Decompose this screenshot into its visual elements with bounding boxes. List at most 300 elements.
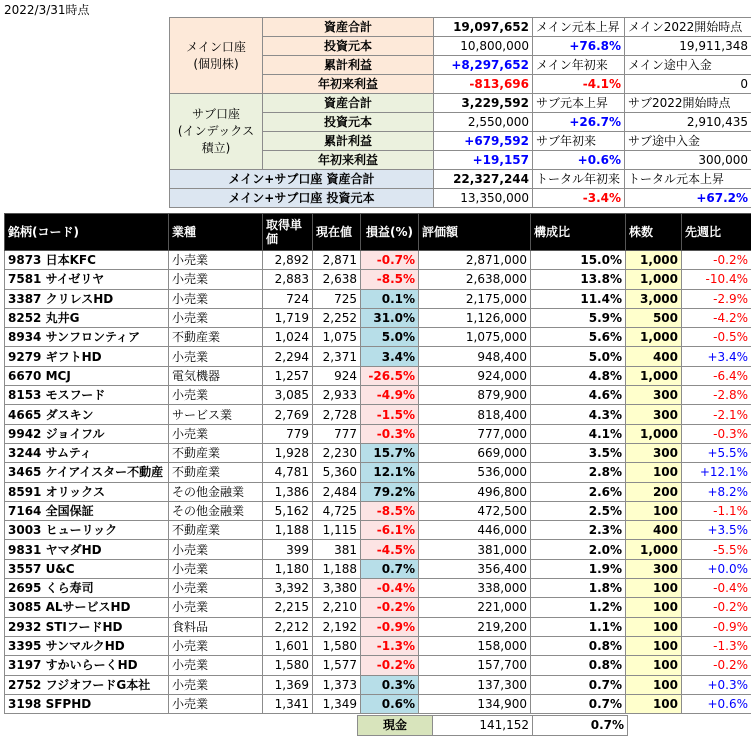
main-account-label: メイン口座 (個別株): [170, 18, 263, 94]
stock-pl: 3.4%: [361, 347, 419, 366]
header-ratio: 構成比: [531, 214, 626, 251]
stock-pl: -0.4%: [361, 579, 419, 598]
stock-ratio: 4.3%: [531, 405, 626, 424]
cash-value: 141,152: [433, 716, 533, 736]
total-item-value: 22,327,244: [434, 170, 533, 189]
stock-sector: 小売業: [169, 386, 263, 405]
stock-name: 2695 くら寿司: [5, 579, 169, 598]
stock-cost: 2,215: [263, 598, 313, 617]
table-row: [5, 521, 751, 540]
stock-value: 338,000: [419, 579, 531, 598]
stock-sector: 小売業: [169, 656, 263, 675]
stock-shares: 100: [626, 617, 682, 636]
holdings-table: [4, 213, 751, 714]
stock-name: 9873 日本KFC: [5, 251, 169, 270]
stock-price: 1,577: [313, 656, 361, 675]
total-row: [170, 189, 751, 208]
stock-ratio: 5.6%: [531, 328, 626, 347]
stock-price: 2,252: [313, 308, 361, 327]
stock-week-change: -2.8%: [682, 386, 751, 405]
sub-metric-value: +0.6%: [533, 151, 625, 170]
stock-cost: 5,162: [263, 501, 313, 520]
main-start-value: 0: [625, 75, 751, 94]
stock-sector: 小売業: [169, 559, 263, 578]
sub-metric-value: +26.7%: [533, 113, 625, 132]
stock-shares: 300: [626, 386, 682, 405]
table-row: [5, 251, 751, 270]
stock-ratio: 4.8%: [531, 366, 626, 385]
stock-pl: -1.5%: [361, 405, 419, 424]
sub-metric-label: サブ元本上昇: [533, 94, 625, 113]
stock-week-change: -0.4%: [682, 579, 751, 598]
stock-pl: -4.5%: [361, 540, 419, 559]
stock-value: 1,075,000: [419, 328, 531, 347]
stock-sector: 小売業: [169, 424, 263, 443]
stock-ratio: 1.9%: [531, 559, 626, 578]
sub-start-label: サブ途中入金: [625, 132, 751, 151]
header-cost: 取得単価: [263, 214, 313, 251]
stock-pl: -8.5%: [361, 501, 419, 520]
stock-name: 7581 サイゼリヤ: [5, 270, 169, 289]
stock-price: 1,349: [313, 694, 361, 713]
stock-shares: 100: [626, 694, 682, 713]
stock-price: 3,380: [313, 579, 361, 598]
as-of-date: 2022/3/31時点: [4, 3, 90, 17]
table-row: [5, 386, 751, 405]
stock-week-change: +3.4%: [682, 347, 751, 366]
stock-shares: 400: [626, 521, 682, 540]
stock-week-change: -0.5%: [682, 328, 751, 347]
total-metric-label: トータル年初来: [533, 170, 625, 189]
stock-pl: 15.7%: [361, 443, 419, 462]
stock-shares: 1,000: [626, 540, 682, 559]
header-value: 評価額: [419, 214, 531, 251]
stock-price: 1,188: [313, 559, 361, 578]
stock-name: 3395 サンマルクHD: [5, 636, 169, 655]
stock-week-change: -1.1%: [682, 501, 751, 520]
stock-price: 2,230: [313, 443, 361, 462]
stock-sector: 小売業: [169, 598, 263, 617]
stock-sector: 小売業: [169, 347, 263, 366]
stock-value: 536,000: [419, 463, 531, 482]
stock-value: 2,638,000: [419, 270, 531, 289]
header-shares: 株数: [626, 214, 682, 251]
stock-ratio: 1.2%: [531, 598, 626, 617]
stock-pl: 0.7%: [361, 559, 419, 578]
stock-name: 7164 全国保証: [5, 501, 169, 520]
stock-cost: 399: [263, 540, 313, 559]
stock-value: 1,126,000: [419, 308, 531, 327]
stock-name: 9831 ヤマダHD: [5, 540, 169, 559]
stock-sector: 食料品: [169, 617, 263, 636]
stock-cost: 1,180: [263, 559, 313, 578]
stock-name: 3387 クリレスHD: [5, 289, 169, 308]
stock-price: 2,638: [313, 270, 361, 289]
header-sector: 業種: [169, 214, 263, 251]
stock-shares: 1,000: [626, 424, 682, 443]
stock-price: 1,115: [313, 521, 361, 540]
stock-ratio: 2.8%: [531, 463, 626, 482]
cash-label: 現金: [358, 716, 433, 736]
stock-name: 8153 モスフード: [5, 386, 169, 405]
stock-week-change: +0.6%: [682, 694, 751, 713]
stock-pl: -8.5%: [361, 270, 419, 289]
stock-sector: 小売業: [169, 694, 263, 713]
table-row: [5, 424, 751, 443]
main-item-label: 年初来利益: [263, 75, 434, 94]
stock-name: 9279 ギフトHD: [5, 347, 169, 366]
stock-ratio: 15.0%: [531, 251, 626, 270]
stock-shares: 1,000: [626, 328, 682, 347]
stock-pl: 0.6%: [361, 694, 419, 713]
stock-week-change: -5.5%: [682, 540, 751, 559]
stock-shares: 3,000: [626, 289, 682, 308]
stock-shares: 1,000: [626, 251, 682, 270]
table-row: [5, 540, 751, 559]
stock-sector: 不動産業: [169, 443, 263, 462]
stock-price: 2,728: [313, 405, 361, 424]
total-item-label: メイン+サブ口座 資産合計: [170, 170, 434, 189]
stock-price: 4,725: [313, 501, 361, 520]
stock-name: 3197 すかいらーくHD: [5, 656, 169, 675]
stock-shares: 1,000: [626, 366, 682, 385]
stock-sector: 小売業: [169, 675, 263, 694]
stock-ratio: 2.5%: [531, 501, 626, 520]
stock-name: 9942 ジョイフル: [5, 424, 169, 443]
table-row: [5, 579, 751, 598]
stock-name: 3085 ALサービスHD: [5, 598, 169, 617]
sub-start-value: 300,000: [625, 151, 751, 170]
header-price: 現在値: [313, 214, 361, 251]
stock-sector: 不動産業: [169, 521, 263, 540]
stock-name: 2932 STIフードHD: [5, 617, 169, 636]
stock-value: 134,900: [419, 694, 531, 713]
stock-price: 725: [313, 289, 361, 308]
stock-week-change: -1.3%: [682, 636, 751, 655]
stock-price: 924: [313, 366, 361, 385]
stock-week-change: -0.2%: [682, 598, 751, 617]
stock-ratio: 0.8%: [531, 656, 626, 675]
stock-pl: -0.7%: [361, 251, 419, 270]
stock-ratio: 0.7%: [531, 675, 626, 694]
sub-account-label: サブ口座 (インデックス 積立): [170, 94, 263, 170]
total-row: [170, 170, 751, 189]
table-row: [5, 482, 751, 501]
table-row: [5, 270, 751, 289]
stock-ratio: 2.3%: [531, 521, 626, 540]
table-row: [5, 675, 751, 694]
table-row: [5, 559, 751, 578]
stock-pl: -0.2%: [361, 598, 419, 617]
sub-item-label: 資産合計: [263, 94, 434, 113]
stock-value: 381,000: [419, 540, 531, 559]
stock-cost: 724: [263, 289, 313, 308]
stock-week-change: -4.2%: [682, 308, 751, 327]
stock-value: 157,700: [419, 656, 531, 675]
stock-price: 5,360: [313, 463, 361, 482]
stock-shares: 200: [626, 482, 682, 501]
stock-price: 2,484: [313, 482, 361, 501]
main-item-label: 資産合計: [263, 18, 434, 37]
total-item-label: メイン+サブ口座 投資元本: [170, 189, 434, 208]
table-row: [5, 463, 751, 482]
stock-name: 6670 MCJ: [5, 366, 169, 385]
account-summary-table: [169, 17, 751, 208]
main-item-label: 累計利益: [263, 56, 434, 75]
stock-pl: 31.0%: [361, 308, 419, 327]
header-week: 先週比: [682, 214, 751, 251]
stock-week-change: -6.4%: [682, 366, 751, 385]
stock-cost: 1,024: [263, 328, 313, 347]
stock-shares: 100: [626, 675, 682, 694]
stock-week-change: -2.1%: [682, 405, 751, 424]
stock-name: 3244 サムティ: [5, 443, 169, 462]
stock-value: 818,400: [419, 405, 531, 424]
stock-price: 2,871: [313, 251, 361, 270]
sub-start-value: 2,910,435: [625, 113, 751, 132]
stock-shares: 400: [626, 347, 682, 366]
stock-name: 2752 フジオフードG本社: [5, 675, 169, 694]
sub-item-label: 投資元本: [263, 113, 434, 132]
stock-sector: 不動産業: [169, 463, 263, 482]
stock-shares: 100: [626, 579, 682, 598]
stock-name: 3465 ケイアイスター不動産: [5, 463, 169, 482]
total-metric-value: -3.4%: [533, 189, 625, 208]
stock-pl: -6.1%: [361, 521, 419, 540]
stock-sector: 小売業: [169, 636, 263, 655]
stock-week-change: -2.9%: [682, 289, 751, 308]
stock-price: 2,371: [313, 347, 361, 366]
header-name: 銘柄(コード): [5, 214, 169, 251]
sub-item-value: 3,229,592: [434, 94, 533, 113]
main-item-label: 投資元本: [263, 37, 434, 56]
stock-pl: 0.1%: [361, 289, 419, 308]
sub-metric-label: サブ年初来: [533, 132, 625, 151]
stock-name: 3557 U&C: [5, 559, 169, 578]
main-metric-label: メイン年初来: [533, 56, 625, 75]
table-row: [5, 636, 751, 655]
stock-price: 381: [313, 540, 361, 559]
main-start-label: メイン途中入金: [625, 56, 751, 75]
main-metric-label: メイン元本上昇: [533, 18, 625, 37]
stock-value: 137,300: [419, 675, 531, 694]
total-principal-label: トータル元本上昇: [625, 170, 751, 189]
table-row: [5, 598, 751, 617]
stock-sector: 小売業: [169, 270, 263, 289]
table-row: [5, 656, 751, 675]
stock-ratio: 1.1%: [531, 617, 626, 636]
cash-row: [358, 716, 628, 736]
stock-sector: 不動産業: [169, 328, 263, 347]
main-item-value: +8,297,652: [434, 56, 533, 75]
stock-sector: その他金融業: [169, 482, 263, 501]
stock-cost: 1,580: [263, 656, 313, 675]
stock-sector: 電気機器: [169, 366, 263, 385]
stock-value: 777,000: [419, 424, 531, 443]
stock-shares: 100: [626, 656, 682, 675]
stock-name: 8252 丸井G: [5, 308, 169, 327]
main-start-value: 19,911,348: [625, 37, 751, 56]
stock-week-change: +3.5%: [682, 521, 751, 540]
stock-price: 2,210: [313, 598, 361, 617]
stock-ratio: 5.0%: [531, 347, 626, 366]
stock-name: 8934 サンフロンティア: [5, 328, 169, 347]
stock-sector: サービス業: [169, 405, 263, 424]
stock-ratio: 2.6%: [531, 482, 626, 501]
stock-sector: 小売業: [169, 308, 263, 327]
stock-pl: -26.5%: [361, 366, 419, 385]
stock-shares: 500: [626, 308, 682, 327]
stock-name: 3003 ヒューリック: [5, 521, 169, 540]
main-item-value: 10,800,000: [434, 37, 533, 56]
stock-cost: 1,188: [263, 521, 313, 540]
stock-name: 4665 ダスキン: [5, 405, 169, 424]
table-row: [5, 308, 751, 327]
stock-ratio: 3.5%: [531, 443, 626, 462]
stock-pl: -1.3%: [361, 636, 419, 655]
stock-price: 777: [313, 424, 361, 443]
stock-ratio: 4.6%: [531, 386, 626, 405]
stock-ratio: 0.8%: [531, 636, 626, 655]
stock-pl: 12.1%: [361, 463, 419, 482]
stock-cost: 1,257: [263, 366, 313, 385]
table-row: [5, 501, 751, 520]
table-row: [5, 289, 751, 308]
stock-shares: 100: [626, 463, 682, 482]
header-pl: 損益(%): [361, 214, 419, 251]
sub-item-value: +19,157: [434, 151, 533, 170]
stock-sector: 小売業: [169, 540, 263, 559]
stock-cost: 2,212: [263, 617, 313, 636]
stock-price: 2,192: [313, 617, 361, 636]
cash-ratio: 0.7%: [533, 716, 628, 736]
stock-ratio: 2.0%: [531, 540, 626, 559]
stock-price: 2,933: [313, 386, 361, 405]
table-row: [5, 328, 751, 347]
sub-item-value: +679,592: [434, 132, 533, 151]
stock-cost: 1,719: [263, 308, 313, 327]
stock-cost: 779: [263, 424, 313, 443]
main-metric-value: +76.8%: [533, 37, 625, 56]
sub-item-label: 累計利益: [263, 132, 434, 151]
stock-week-change: +0.3%: [682, 675, 751, 694]
stock-value: 158,000: [419, 636, 531, 655]
stock-cost: 3,085: [263, 386, 313, 405]
stock-week-change: -0.3%: [682, 424, 751, 443]
stock-pl: -4.9%: [361, 386, 419, 405]
stock-week-change: -0.2%: [682, 656, 751, 675]
stock-pl: 5.0%: [361, 328, 419, 347]
total-principal-value: +67.2%: [625, 189, 751, 208]
stock-week-change: +8.2%: [682, 482, 751, 501]
stock-sector: 小売業: [169, 289, 263, 308]
stock-ratio: 4.1%: [531, 424, 626, 443]
stock-sector: 小売業: [169, 251, 263, 270]
stock-pl: 79.2%: [361, 482, 419, 501]
stock-price: 1,580: [313, 636, 361, 655]
stock-value: 924,000: [419, 366, 531, 385]
stock-shares: 100: [626, 598, 682, 617]
table-row: [5, 405, 751, 424]
stock-shares: 100: [626, 636, 682, 655]
table-row: [5, 617, 751, 636]
stock-value: 2,175,000: [419, 289, 531, 308]
stock-week-change: +5.5%: [682, 443, 751, 462]
stock-cost: 2,294: [263, 347, 313, 366]
stock-ratio: 1.8%: [531, 579, 626, 598]
stock-cost: 2,892: [263, 251, 313, 270]
sub-item-label: 年初来利益: [263, 151, 434, 170]
cash-table: [357, 715, 628, 736]
stock-week-change: -0.2%: [682, 251, 751, 270]
stock-cost: 2,883: [263, 270, 313, 289]
stock-cost: 1,386: [263, 482, 313, 501]
table-row: [5, 366, 751, 385]
main-row: [170, 18, 751, 37]
stock-value: 221,000: [419, 598, 531, 617]
stock-value: 356,400: [419, 559, 531, 578]
table-row: [5, 347, 751, 366]
stock-cost: 1,341: [263, 694, 313, 713]
table-row: [5, 694, 751, 713]
stock-shares: 100: [626, 501, 682, 520]
stock-pl: -0.2%: [361, 656, 419, 675]
stock-value: 219,200: [419, 617, 531, 636]
stock-pl: 0.3%: [361, 675, 419, 694]
stock-shares: 300: [626, 559, 682, 578]
sub-start-label: サブ2022開始時点: [625, 94, 751, 113]
stock-price: 1,373: [313, 675, 361, 694]
stock-ratio: 13.8%: [531, 270, 626, 289]
sub-row: [170, 94, 751, 113]
stock-ratio: 5.9%: [531, 308, 626, 327]
stock-week-change: -10.4%: [682, 270, 751, 289]
stock-cost: 4,781: [263, 463, 313, 482]
stock-cost: 1,928: [263, 443, 313, 462]
stock-shares: 300: [626, 443, 682, 462]
total-item-value: 13,350,000: [434, 189, 533, 208]
stock-ratio: 11.4%: [531, 289, 626, 308]
main-start-label: メイン2022開始時点: [625, 18, 751, 37]
stock-sector: 小売業: [169, 579, 263, 598]
stock-cost: 3,392: [263, 579, 313, 598]
stock-value: 2,871,000: [419, 251, 531, 270]
holdings-header-row: [5, 214, 751, 251]
stock-pl: -0.3%: [361, 424, 419, 443]
table-row: [5, 443, 751, 462]
stock-cost: 1,601: [263, 636, 313, 655]
stock-name: 8591 オリックス: [5, 482, 169, 501]
stock-sector: その他金融業: [169, 501, 263, 520]
stock-value: 948,400: [419, 347, 531, 366]
stock-value: 879,900: [419, 386, 531, 405]
stock-value: 496,800: [419, 482, 531, 501]
stock-ratio: 0.7%: [531, 694, 626, 713]
stock-cost: 2,769: [263, 405, 313, 424]
main-metric-value: -4.1%: [533, 75, 625, 94]
sub-item-value: 2,550,000: [434, 113, 533, 132]
stock-shares: 1,000: [626, 270, 682, 289]
main-item-value: 19,097,652: [434, 18, 533, 37]
stock-value: 669,000: [419, 443, 531, 462]
stock-week-change: +0.0%: [682, 559, 751, 578]
stock-value: 446,000: [419, 521, 531, 540]
stock-shares: 300: [626, 405, 682, 424]
stock-cost: 1,369: [263, 675, 313, 694]
stock-name: 3198 SFPHD: [5, 694, 169, 713]
stock-pl: -0.9%: [361, 617, 419, 636]
stock-price: 1,075: [313, 328, 361, 347]
